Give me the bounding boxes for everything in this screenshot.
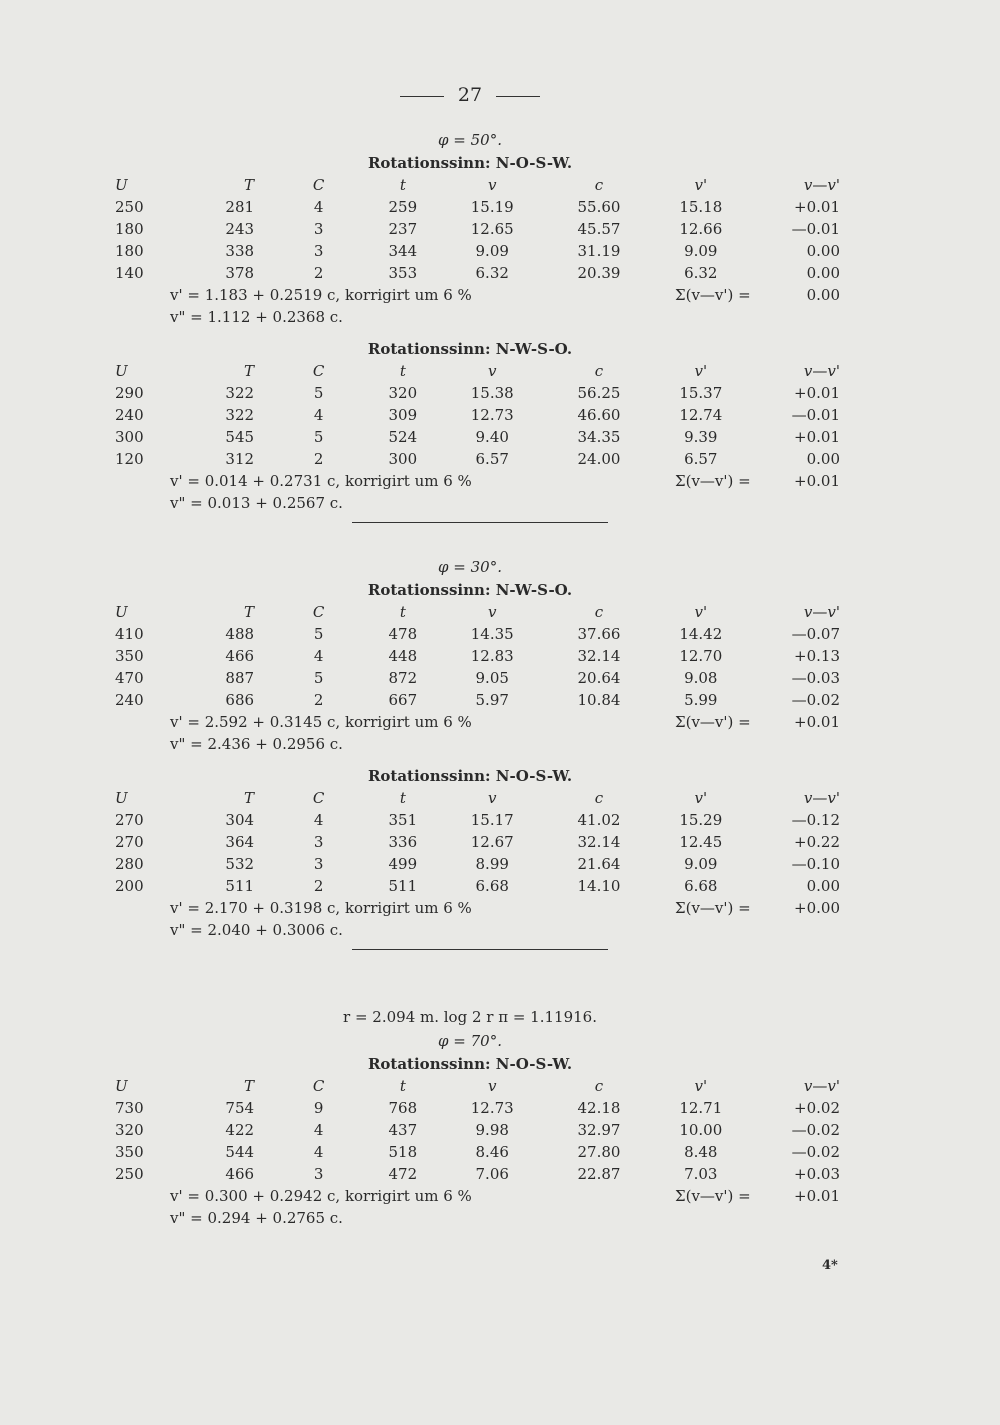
cell: 320 [115, 1121, 144, 1139]
col-header: c [594, 362, 604, 380]
cell: 4 [313, 811, 324, 829]
sum-label: Σ(v—v') = [675, 286, 751, 304]
cell: 0.00 [806, 450, 840, 468]
table-header-row [100, 1075, 840, 1097]
cell: 6.57 [475, 450, 509, 468]
cell: +0.01 [794, 198, 840, 216]
table-header-row [100, 174, 840, 196]
cell: +0.02 [794, 1099, 840, 1117]
table-row [100, 667, 840, 689]
cell: 545 [225, 428, 255, 446]
formula-line [100, 1185, 840, 1207]
formula-line [100, 733, 840, 755]
sum-label: Σ(v—v') = [675, 472, 751, 490]
cell: 470 [115, 669, 144, 687]
cell: 872 [388, 669, 418, 687]
cell: 15.37 [679, 384, 723, 402]
cell: 320 [388, 384, 418, 402]
cell: 686 [225, 691, 255, 709]
table-row [100, 262, 840, 284]
cell: 2 [313, 450, 324, 468]
col-header: t [399, 362, 406, 380]
cell: —0.02 [791, 1143, 840, 1161]
cell: +0.01 [794, 384, 840, 402]
section-phi-30 [100, 555, 840, 958]
cell: 300 [115, 428, 144, 446]
cell: 3 [313, 1165, 324, 1183]
cell: 120 [115, 450, 144, 468]
cell: 34.35 [577, 428, 621, 446]
table-row [100, 875, 840, 897]
table-row [100, 382, 840, 404]
formula-text: v" = 2.436 + 0.2956 c. [170, 735, 343, 753]
cell: 6.68 [684, 877, 718, 895]
cell: 511 [388, 877, 418, 895]
cell: 12.71 [679, 1099, 723, 1117]
col-header: T [244, 789, 255, 807]
col-header: U [115, 1077, 128, 1095]
cell: 0.00 [806, 242, 840, 260]
cell: 6.57 [684, 450, 718, 468]
table-header-row [100, 787, 840, 809]
col-header: v [487, 1077, 497, 1095]
cell: 364 [225, 833, 255, 851]
cell: 422 [225, 1121, 255, 1139]
cell: 8.99 [475, 855, 509, 873]
cell: 304 [225, 811, 255, 829]
col-header: v [487, 603, 497, 621]
cell: 532 [225, 855, 255, 873]
col-header: c [594, 1077, 604, 1095]
formula-text: v" = 2.040 + 0.3006 c. [170, 921, 343, 939]
formula-line [100, 306, 840, 328]
cell: 448 [388, 647, 418, 665]
cell: 270 [115, 833, 144, 851]
page-number-text: 27 [457, 84, 483, 106]
col-header: T [244, 1077, 255, 1095]
cell: 544 [225, 1143, 255, 1161]
cell: +0.01 [794, 428, 840, 446]
cell: 0.00 [806, 264, 840, 282]
cell: 4 [313, 647, 324, 665]
cell: 281 [225, 198, 255, 216]
table-row [100, 448, 840, 470]
cell: —0.07 [791, 625, 840, 643]
formula-text: v" = 0.294 + 0.2765 c. [170, 1209, 343, 1227]
cell: 336 [388, 833, 418, 851]
cell: 3 [313, 833, 324, 851]
cell: 5 [313, 625, 324, 643]
section-separator [352, 522, 608, 523]
cell: 270 [115, 811, 144, 829]
data-table [100, 174, 840, 284]
col-header: v' [694, 603, 708, 621]
col-header: U [115, 176, 128, 194]
cell: 350 [115, 1143, 144, 1161]
cell: 309 [388, 406, 418, 424]
cell: 378 [225, 264, 255, 282]
formula-text: v" = 1.112 + 0.2368 c. [170, 308, 343, 326]
col-header: U [115, 603, 128, 621]
table-header-row [100, 601, 840, 623]
cell: 9 [313, 1099, 324, 1117]
cell: 24.00 [577, 450, 621, 468]
cell: 499 [388, 855, 418, 873]
table-row [100, 645, 840, 667]
cell: 2 [313, 691, 324, 709]
cell: 300 [388, 450, 418, 468]
cell: 9.09 [684, 855, 718, 873]
cell: 4 [313, 406, 324, 424]
sum-value: +0.01 [794, 713, 840, 731]
section-separator [352, 949, 608, 950]
rotation-title: Rotationssinn: N-W-S-O. [367, 581, 573, 599]
col-header: C [312, 789, 325, 807]
sum-value: 0.00 [806, 286, 840, 304]
cell: 15.18 [679, 198, 723, 216]
cell: 754 [225, 1099, 255, 1117]
sum-value: +0.00 [794, 899, 840, 917]
table-header-row [100, 360, 840, 382]
cell: 9.40 [475, 428, 509, 446]
cell: 290 [115, 384, 144, 402]
cell: +0.03 [794, 1165, 840, 1183]
rotation-title: Rotationssinn: N-W-S-O. [367, 340, 573, 358]
cell: 2 [313, 264, 324, 282]
cell: 250 [115, 198, 144, 216]
cell: 0.00 [806, 877, 840, 895]
cell: —0.02 [791, 691, 840, 709]
cell: 20.39 [577, 264, 621, 282]
col-header: T [244, 176, 255, 194]
cell: +0.13 [794, 647, 840, 665]
cell: 8.48 [684, 1143, 718, 1161]
cell: 200 [115, 877, 144, 895]
cell: —0.02 [791, 1121, 840, 1139]
col-header: v' [694, 1077, 708, 1095]
cell: 32.97 [577, 1121, 621, 1139]
cell: 9.09 [684, 242, 718, 260]
cell: 9.98 [475, 1121, 509, 1139]
cell: 4 [313, 1143, 324, 1161]
cell: 466 [225, 647, 255, 665]
data-table [100, 601, 840, 711]
col-header: t [399, 603, 406, 621]
cell: 410 [115, 625, 144, 643]
col-header: v' [694, 789, 708, 807]
cell: 350 [115, 647, 144, 665]
cell: 27.80 [577, 1143, 621, 1161]
cell: 259 [388, 198, 418, 216]
cell: 15.38 [470, 384, 514, 402]
cell: 45.57 [577, 220, 621, 238]
cell: 8.46 [475, 1143, 509, 1161]
table-row [100, 1119, 840, 1141]
col-header: t [399, 176, 406, 194]
formula-line [100, 711, 840, 733]
cell: 5 [313, 384, 324, 402]
table-row [100, 809, 840, 831]
table-row [100, 1163, 840, 1185]
table-row [100, 404, 840, 426]
cell: 7.06 [475, 1165, 509, 1183]
cell: 20.64 [577, 669, 621, 687]
cell: 250 [115, 1165, 144, 1183]
page-number-rule-right [496, 96, 540, 97]
col-header: v—v' [803, 1077, 840, 1095]
cell: 5.97 [475, 691, 509, 709]
cell: 32.14 [577, 647, 621, 665]
cell: 518 [388, 1143, 418, 1161]
formula-text: v' = 2.592 + 0.3145 c, korrigirt um 6 % [170, 713, 472, 731]
cell: 437 [388, 1121, 418, 1139]
cell: 56.25 [577, 384, 621, 402]
phi-heading: φ = 50°. [438, 131, 502, 149]
cell: 12.74 [679, 406, 723, 424]
cell: 42.18 [577, 1099, 621, 1117]
col-header: c [594, 789, 604, 807]
cell: 14.35 [470, 625, 514, 643]
sum-label: Σ(v—v') = [675, 1187, 751, 1205]
cell: 351 [388, 811, 418, 829]
cell: 9.09 [475, 242, 509, 260]
sum-label: Σ(v—v') = [675, 713, 751, 731]
col-header: v [487, 789, 497, 807]
cell: 2 [313, 877, 324, 895]
section-phi-70 [100, 1005, 840, 1229]
cell: 14.42 [679, 625, 723, 643]
col-header: T [244, 362, 255, 380]
cell: 5.99 [684, 691, 718, 709]
cell: 312 [225, 450, 255, 468]
cell: 3 [313, 855, 324, 873]
data-table [100, 360, 840, 470]
cell: 478 [388, 625, 418, 643]
radius-line: r = 2.094 m. log 2 r π = 1.11916. [343, 1008, 597, 1026]
col-header: U [115, 362, 128, 380]
cell: —0.12 [791, 811, 840, 829]
data-table [100, 787, 840, 897]
col-header: c [594, 603, 604, 621]
cell: 12.83 [470, 647, 514, 665]
table-row [100, 689, 840, 711]
formula-text: v' = 1.183 + 0.2519 c, korrigirt um 6 % [170, 286, 472, 304]
cell: —0.01 [791, 406, 840, 424]
col-header: C [312, 603, 325, 621]
col-header: v—v' [803, 603, 840, 621]
col-header: v—v' [803, 362, 840, 380]
cell: 14.10 [577, 877, 621, 895]
cell: 31.19 [577, 242, 621, 260]
formula-line [100, 919, 840, 941]
table-row [100, 1141, 840, 1163]
cell: 32.14 [577, 833, 621, 851]
cell: 524 [388, 428, 418, 446]
col-header: v' [694, 176, 708, 194]
rotation-title: Rotationssinn: N-O-S-W. [367, 1055, 573, 1073]
cell: 41.02 [577, 811, 621, 829]
formula-text: v" = 0.013 + 0.2567 c. [170, 494, 343, 512]
col-header: v—v' [803, 176, 840, 194]
phi-heading: φ = 30°. [438, 558, 502, 576]
cell: +0.22 [794, 833, 840, 851]
cell: 180 [115, 220, 144, 238]
formula-text: v' = 0.014 + 0.2731 c, korrigirt um 6 % [170, 472, 472, 490]
cell: —0.03 [791, 669, 840, 687]
cell: 9.05 [475, 669, 509, 687]
cell: 10.00 [679, 1121, 723, 1139]
col-header: C [312, 176, 325, 194]
cell: 140 [115, 264, 144, 282]
cell: 21.64 [577, 855, 621, 873]
col-header: v' [694, 362, 708, 380]
cell: 10.84 [577, 691, 621, 709]
cell: 488 [225, 625, 255, 643]
col-header: T [244, 603, 255, 621]
cell: 667 [388, 691, 418, 709]
col-header: t [399, 789, 406, 807]
sum-label: Σ(v—v') = [675, 899, 751, 917]
cell: 768 [388, 1099, 418, 1117]
formula-text: v' = 0.300 + 0.2942 c, korrigirt um 6 % [170, 1187, 472, 1205]
cell: 46.60 [577, 406, 621, 424]
col-header: C [312, 1077, 325, 1095]
formula-line [100, 284, 840, 306]
formula-text: v' = 2.170 + 0.3198 c, korrigirt um 6 % [170, 899, 472, 917]
table-row [100, 1097, 840, 1119]
section-phi-50 [100, 128, 840, 531]
col-header: v [487, 362, 497, 380]
cell: 887 [225, 669, 255, 687]
cell: 15.29 [679, 811, 723, 829]
cell: 9.39 [684, 428, 718, 446]
cell: 6.32 [475, 264, 509, 282]
cell: 353 [388, 264, 418, 282]
formula-line [100, 470, 840, 492]
cell: 12.67 [470, 833, 514, 851]
cell: 15.17 [470, 811, 514, 829]
col-header: U [115, 789, 128, 807]
cell: 4 [313, 198, 324, 216]
signature-mark: 4* [822, 1258, 838, 1273]
cell: 37.66 [577, 625, 621, 643]
table-row [100, 240, 840, 262]
cell: 6.32 [684, 264, 718, 282]
sum-value: +0.01 [794, 1187, 840, 1205]
cell: 237 [388, 220, 418, 238]
cell: 240 [115, 691, 144, 709]
formula-line [100, 897, 840, 919]
sum-value: +0.01 [794, 472, 840, 490]
cell: 322 [225, 406, 255, 424]
cell: 7.03 [684, 1165, 718, 1183]
cell: 4 [313, 1121, 324, 1139]
cell: 5 [313, 669, 324, 687]
cell: 6.68 [475, 877, 509, 895]
cell: —0.01 [791, 220, 840, 238]
cell: 12.45 [679, 833, 723, 851]
cell: 466 [225, 1165, 255, 1183]
table-row [100, 196, 840, 218]
table-row [100, 426, 840, 448]
phi-heading: φ = 70°. [438, 1032, 502, 1050]
page-number-rule-left [400, 96, 444, 97]
col-header: t [399, 1077, 406, 1095]
table-row [100, 623, 840, 645]
rotation-title: Rotationssinn: N-O-S-W. [367, 767, 573, 785]
cell: 22.87 [577, 1165, 621, 1183]
table-row [100, 831, 840, 853]
cell: 338 [225, 242, 255, 260]
col-header: c [594, 176, 604, 194]
col-header: v—v' [803, 789, 840, 807]
formula-line [100, 1207, 840, 1229]
cell: 12.73 [470, 1099, 514, 1117]
cell: 12.66 [679, 220, 723, 238]
col-header: v [487, 176, 497, 194]
cell: 3 [313, 242, 324, 260]
data-table [100, 1075, 840, 1185]
cell: 730 [115, 1099, 144, 1117]
rotation-title: Rotationssinn: N-O-S-W. [367, 154, 573, 172]
cell: 12.73 [470, 406, 514, 424]
cell: 280 [115, 855, 144, 873]
cell: 511 [225, 877, 255, 895]
cell: 243 [225, 220, 255, 238]
table-row [100, 218, 840, 240]
cell: 344 [388, 242, 418, 260]
table-row [100, 853, 840, 875]
formula-line [100, 492, 840, 514]
cell: 240 [115, 406, 144, 424]
cell: 55.60 [577, 198, 621, 216]
cell: 3 [313, 220, 324, 238]
cell: 5 [313, 428, 324, 446]
cell: 12.70 [679, 647, 723, 665]
cell: —0.10 [791, 855, 840, 873]
cell: 15.19 [470, 198, 514, 216]
cell: 9.08 [684, 669, 718, 687]
cell: 322 [225, 384, 255, 402]
cell: 472 [388, 1165, 418, 1183]
cell: 12.65 [470, 220, 514, 238]
col-header: C [312, 362, 325, 380]
page-number [0, 84, 940, 106]
cell: 180 [115, 242, 144, 260]
